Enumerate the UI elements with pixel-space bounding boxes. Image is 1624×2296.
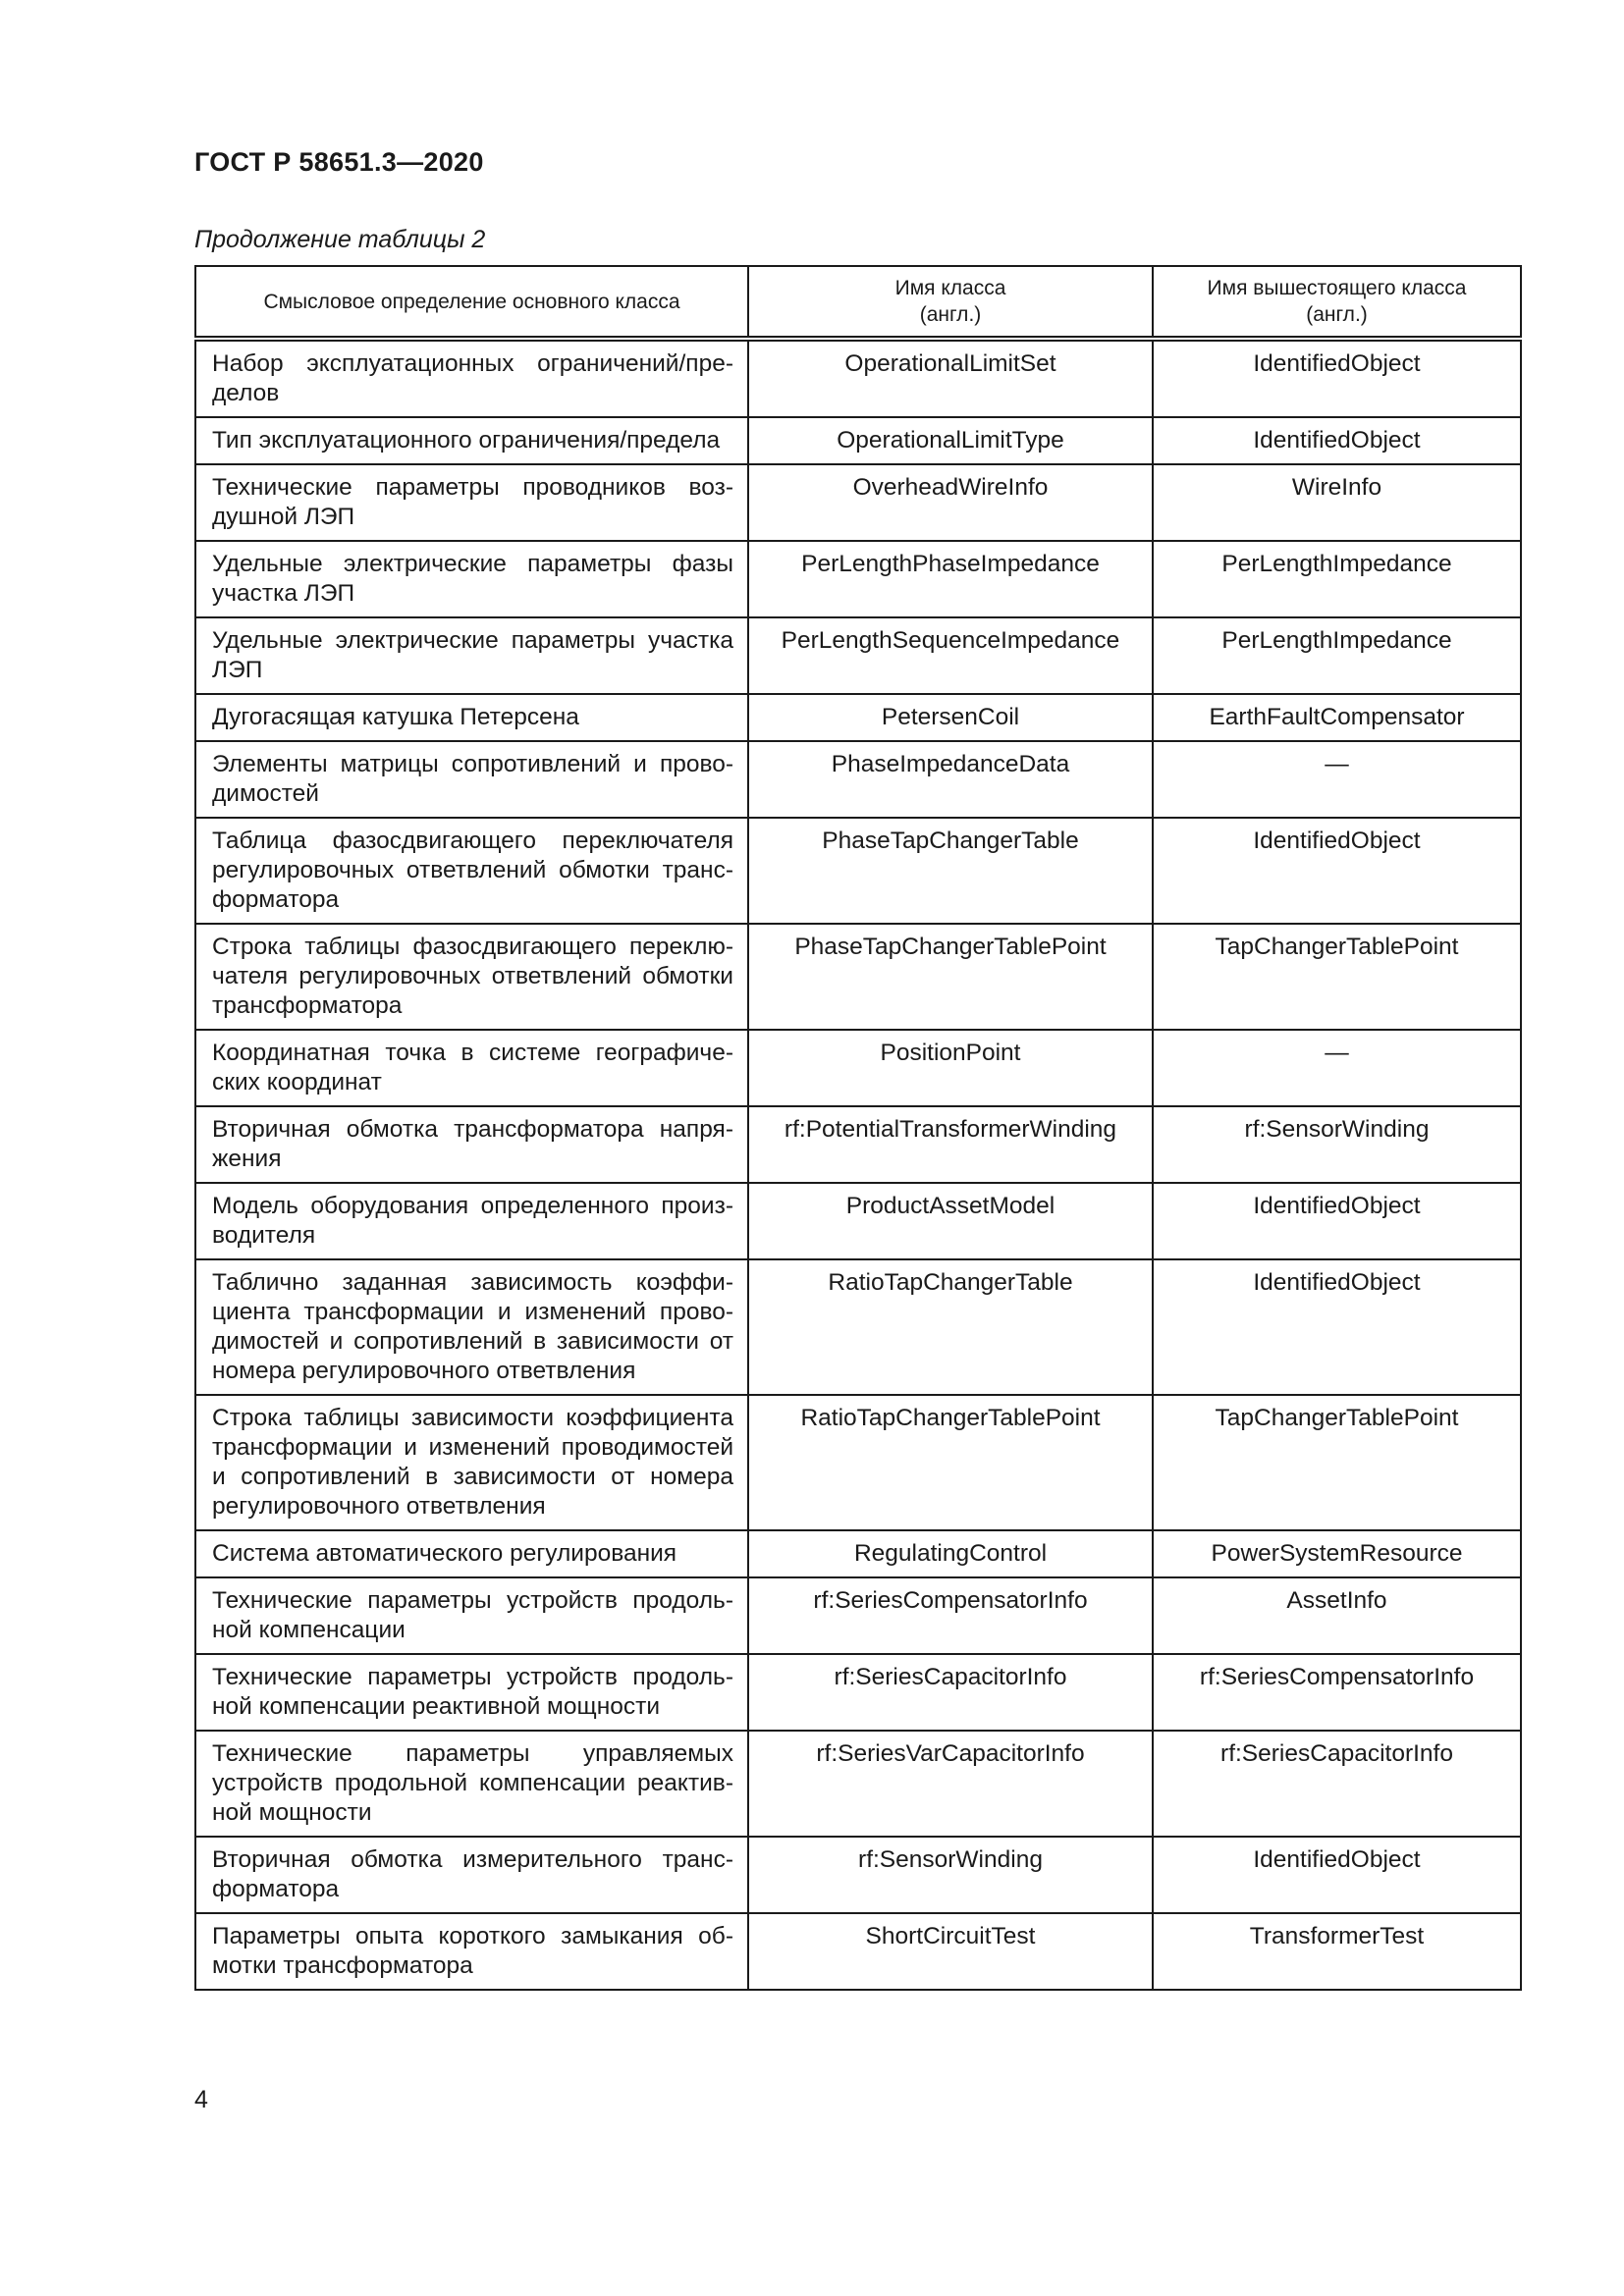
class-name-cell: ShortCircuitTest (748, 1913, 1153, 1990)
class-name-cell: RatioTapChangerTablePoint (748, 1395, 1153, 1530)
column-header-parent-class: Имя вышестоящего класса (англ.) (1153, 266, 1521, 339)
class-name-cell: rf:PotentialTransformerWinding (748, 1106, 1153, 1183)
parent-class-cell: PowerSystemResource (1153, 1530, 1521, 1577)
class-name-cell: OperationalLimitSet (748, 339, 1153, 417)
parent-class-cell: rf:SeriesCompensatorInfo (1153, 1654, 1521, 1731)
table-row (195, 1913, 1521, 1990)
definition-cell: Модель оборудования определенного производителя (195, 1183, 748, 1259)
parent-class-cell: IdentifiedObject (1153, 417, 1521, 464)
parent-class-cell: — (1153, 741, 1521, 818)
parent-class-cell: PerLengthImpedance (1153, 617, 1521, 694)
class-name-cell: RatioTapChangerTable (748, 1259, 1153, 1395)
table-row (195, 1259, 1521, 1395)
parent-class-cell: TapChangerTablePoint (1153, 1395, 1521, 1530)
definition-cell: Технические параметры устройств продольной компенсации реактивной мощности (195, 1654, 748, 1731)
table-row (195, 1530, 1521, 1577)
class-name-cell: rf:SensorWinding (748, 1837, 1153, 1913)
table-row (195, 1395, 1521, 1530)
page-number: 4 (194, 2086, 208, 2113)
table-row (195, 818, 1521, 924)
table-row (195, 1654, 1521, 1731)
definition-cell: Технические параметры управляемых устройств продольной компенсации реактивной мощности (195, 1731, 748, 1837)
class-name-cell: PhaseTapChangerTable (748, 818, 1153, 924)
table-row (195, 694, 1521, 741)
parent-class-cell: IdentifiedObject (1153, 1837, 1521, 1913)
class-name-cell: rf:SeriesCompensatorInfo (748, 1577, 1153, 1654)
parent-class-cell: rf:SensorWinding (1153, 1106, 1521, 1183)
parent-class-cell: IdentifiedObject (1153, 1183, 1521, 1259)
class-name-cell: PerLengthSequenceImpedance (748, 617, 1153, 694)
class-name-cell: RegulatingControl (748, 1530, 1153, 1577)
table-row (195, 1183, 1521, 1259)
table-row (195, 1837, 1521, 1913)
definition-cell: Удельные электрические параметры участка ЛЭП (195, 617, 748, 694)
table-caption: Продолжение таблицы 2 (194, 226, 486, 253)
definition-cell: Дугогасящая катушка Петерсена (195, 694, 748, 741)
class-name-cell: rf:SeriesVarCapacitorInfo (748, 1731, 1153, 1837)
definition-cell: Удельные электрические параметры фазы участка ЛЭП (195, 541, 748, 617)
definition-cell: Параметры опыта короткого замыкания обмотки трансформатора (195, 1913, 748, 1990)
class-name-cell: PerLengthPhaseImpedance (748, 541, 1153, 617)
definition-cell: Таблица фазосдвигающего переключателя регулировочных ответвлений обмотки трансформатора (195, 818, 748, 924)
class-name-cell: PhaseTapChangerTablePoint (748, 924, 1153, 1030)
table-row (195, 464, 1521, 541)
table-body (195, 339, 1521, 1990)
parent-class-cell: IdentifiedObject (1153, 1259, 1521, 1395)
definition-cell: Тип эксплуатационного ограничения/предела (195, 417, 748, 464)
definition-cell: Элементы матрицы сопротивлений и проводимостей (195, 741, 748, 818)
table-row (195, 741, 1521, 818)
table-row (195, 541, 1521, 617)
table-row (195, 617, 1521, 694)
definition-cell: Технические параметры проводников воздушной ЛЭП (195, 464, 748, 541)
parent-class-cell: IdentifiedObject (1153, 818, 1521, 924)
definition-cell: Строка таблицы зависимости коэффициента трансформации и изменений проводимостей и сопротивлений в зависимости от номера регулировочного ответвления (195, 1395, 748, 1530)
class-name-cell: ProductAssetModel (748, 1183, 1153, 1259)
table-row (195, 417, 1521, 464)
parent-class-cell: WireInfo (1153, 464, 1521, 541)
class-definition-table (194, 265, 1522, 1991)
table-row (195, 1030, 1521, 1106)
class-name-cell: PhaseImpedanceData (748, 741, 1153, 818)
definition-cell: Вторичная обмотка трансформатора напряжения (195, 1106, 748, 1183)
definition-cell: Таблично заданная зависимость коэффициента трансформации и изменений проводимостей и сопротивлений в зависимости от номера регулировочного ответвления (195, 1259, 748, 1395)
table-row (195, 1731, 1521, 1837)
column-header-definition: Смысловое определение основного класса (195, 266, 748, 339)
parent-class-cell: — (1153, 1030, 1521, 1106)
definition-cell: Технические параметры устройств продольной компенсации (195, 1577, 748, 1654)
table-row (195, 1577, 1521, 1654)
parent-class-cell: IdentifiedObject (1153, 339, 1521, 417)
class-name-cell: OperationalLimitType (748, 417, 1153, 464)
class-name-cell: PositionPoint (748, 1030, 1153, 1106)
definition-cell: Набор эксплуатационных ограничений/пределов (195, 339, 748, 417)
parent-class-cell: AssetInfo (1153, 1577, 1521, 1654)
parent-class-cell: EarthFaultCompensator (1153, 694, 1521, 741)
table-row (195, 1106, 1521, 1183)
class-name-cell: PetersenCoil (748, 694, 1153, 741)
document-header: ГОСТ Р 58651.3—2020 (194, 147, 484, 177)
definition-cell: Координатная точка в системе географических координат (195, 1030, 748, 1106)
definition-cell: Вторичная обмотка измерительного трансформатора (195, 1837, 748, 1913)
parent-class-cell: PerLengthImpedance (1153, 541, 1521, 617)
parent-class-cell: TapChangerTablePoint (1153, 924, 1521, 1030)
parent-class-cell: TransformerTest (1153, 1913, 1521, 1990)
column-header-class-name: Имя класса (англ.) (748, 266, 1153, 339)
table-row (195, 339, 1521, 417)
table-row (195, 924, 1521, 1030)
parent-class-cell: rf:SeriesCapacitorInfo (1153, 1731, 1521, 1837)
class-name-cell: rf:SeriesCapacitorInfo (748, 1654, 1153, 1731)
table-header-row (195, 266, 1521, 339)
definition-cell: Система автоматического регулирования (195, 1530, 748, 1577)
definition-cell: Строка таблицы фазосдвигающего переключателя регулировочных ответвлений обмотки трансформатора (195, 924, 748, 1030)
class-name-cell: OverheadWireInfo (748, 464, 1153, 541)
